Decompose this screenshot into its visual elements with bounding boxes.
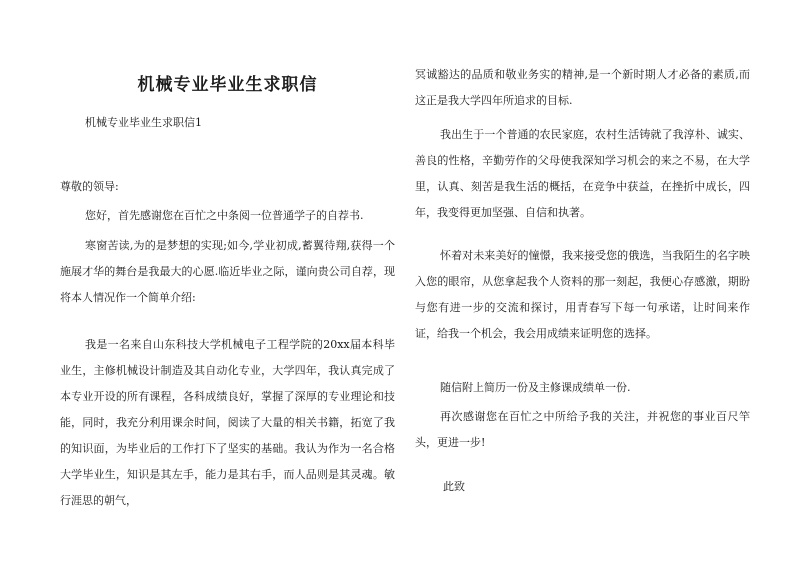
paragraph-attachment: 随信附上简历一份及主修课成绩单一份. [440, 381, 631, 394]
paragraph-intro: 寒窗苦读,为的是梦想的实现;如今,学业初成,蓄翼待翔,获得一个施展才华的舞台是我最大的心愿.临近毕业之际，谨向贵公司自荐，现将本人情况作一个简单介绍: [60, 239, 395, 304]
paragraph-expectation: 怀着对未来美好的憧憬，我来接受您的俄选，当我陌生的名字映入您的眼帘，从您拿起我个人资料的那一刻起，我便心存感激，期盼与您有进一步的交流和探讨，用青春写下每一句承诺，让时间来作证，给我一个机会，我会用成绩来证明您的选择。 [415, 249, 750, 340]
document-subtitle: 机械专业毕业生求职信1 [85, 116, 202, 129]
paragraph-education: 我是一名来自山东科技大学机械电子工程学院的20xx届本科毕业生，主修机械设计制造及其自动化专业，大学四年，我认真完成了本专业开设的所有课程，各科成绩良好，掌握了深厚的专业理论和技能，同时，我充分利用课余时间，阅读了大量的相关书籍，拓宽了我的知识面，为毕业后的工作打下了坚实的基础。我认为作为一名合格大学毕业生，知识是其左手，能力是其右手，而人品则是其灵魂。敏行涯思的朝气， [60, 338, 395, 507]
paragraph-thanks: 再次感谢您在百忙之中所给予我的关注，并祝您的事业百尺竿头，更进一步! [415, 410, 750, 449]
closing-text: 此致 [443, 480, 465, 493]
paragraph-background: 我出生于一个普通的农民家庭，农村生活铸就了我淳朴、诚实、善良的性格，辛勤劳作的父母使我深知学习机会的来之不易，在大学里，认真、刻苦是我生活的概括，在竞争中获益，在挫折中成长，四年，我变得更加坚强、自信和执著。 [415, 128, 750, 219]
document-title: 机械专业毕业生求职信 [137, 75, 318, 95]
salutation: 尊敬的领导: [60, 180, 119, 193]
paragraph-qualities: 冥诚豁达的品质和敬业务实的精神,是一个新时期人才必备的素质,而这正是我大学四年所追求的目标. [415, 68, 750, 107]
paragraph-greeting: 您好，首先感谢您在百忙之中条阅一位普通学子的自荐书. [85, 209, 364, 222]
